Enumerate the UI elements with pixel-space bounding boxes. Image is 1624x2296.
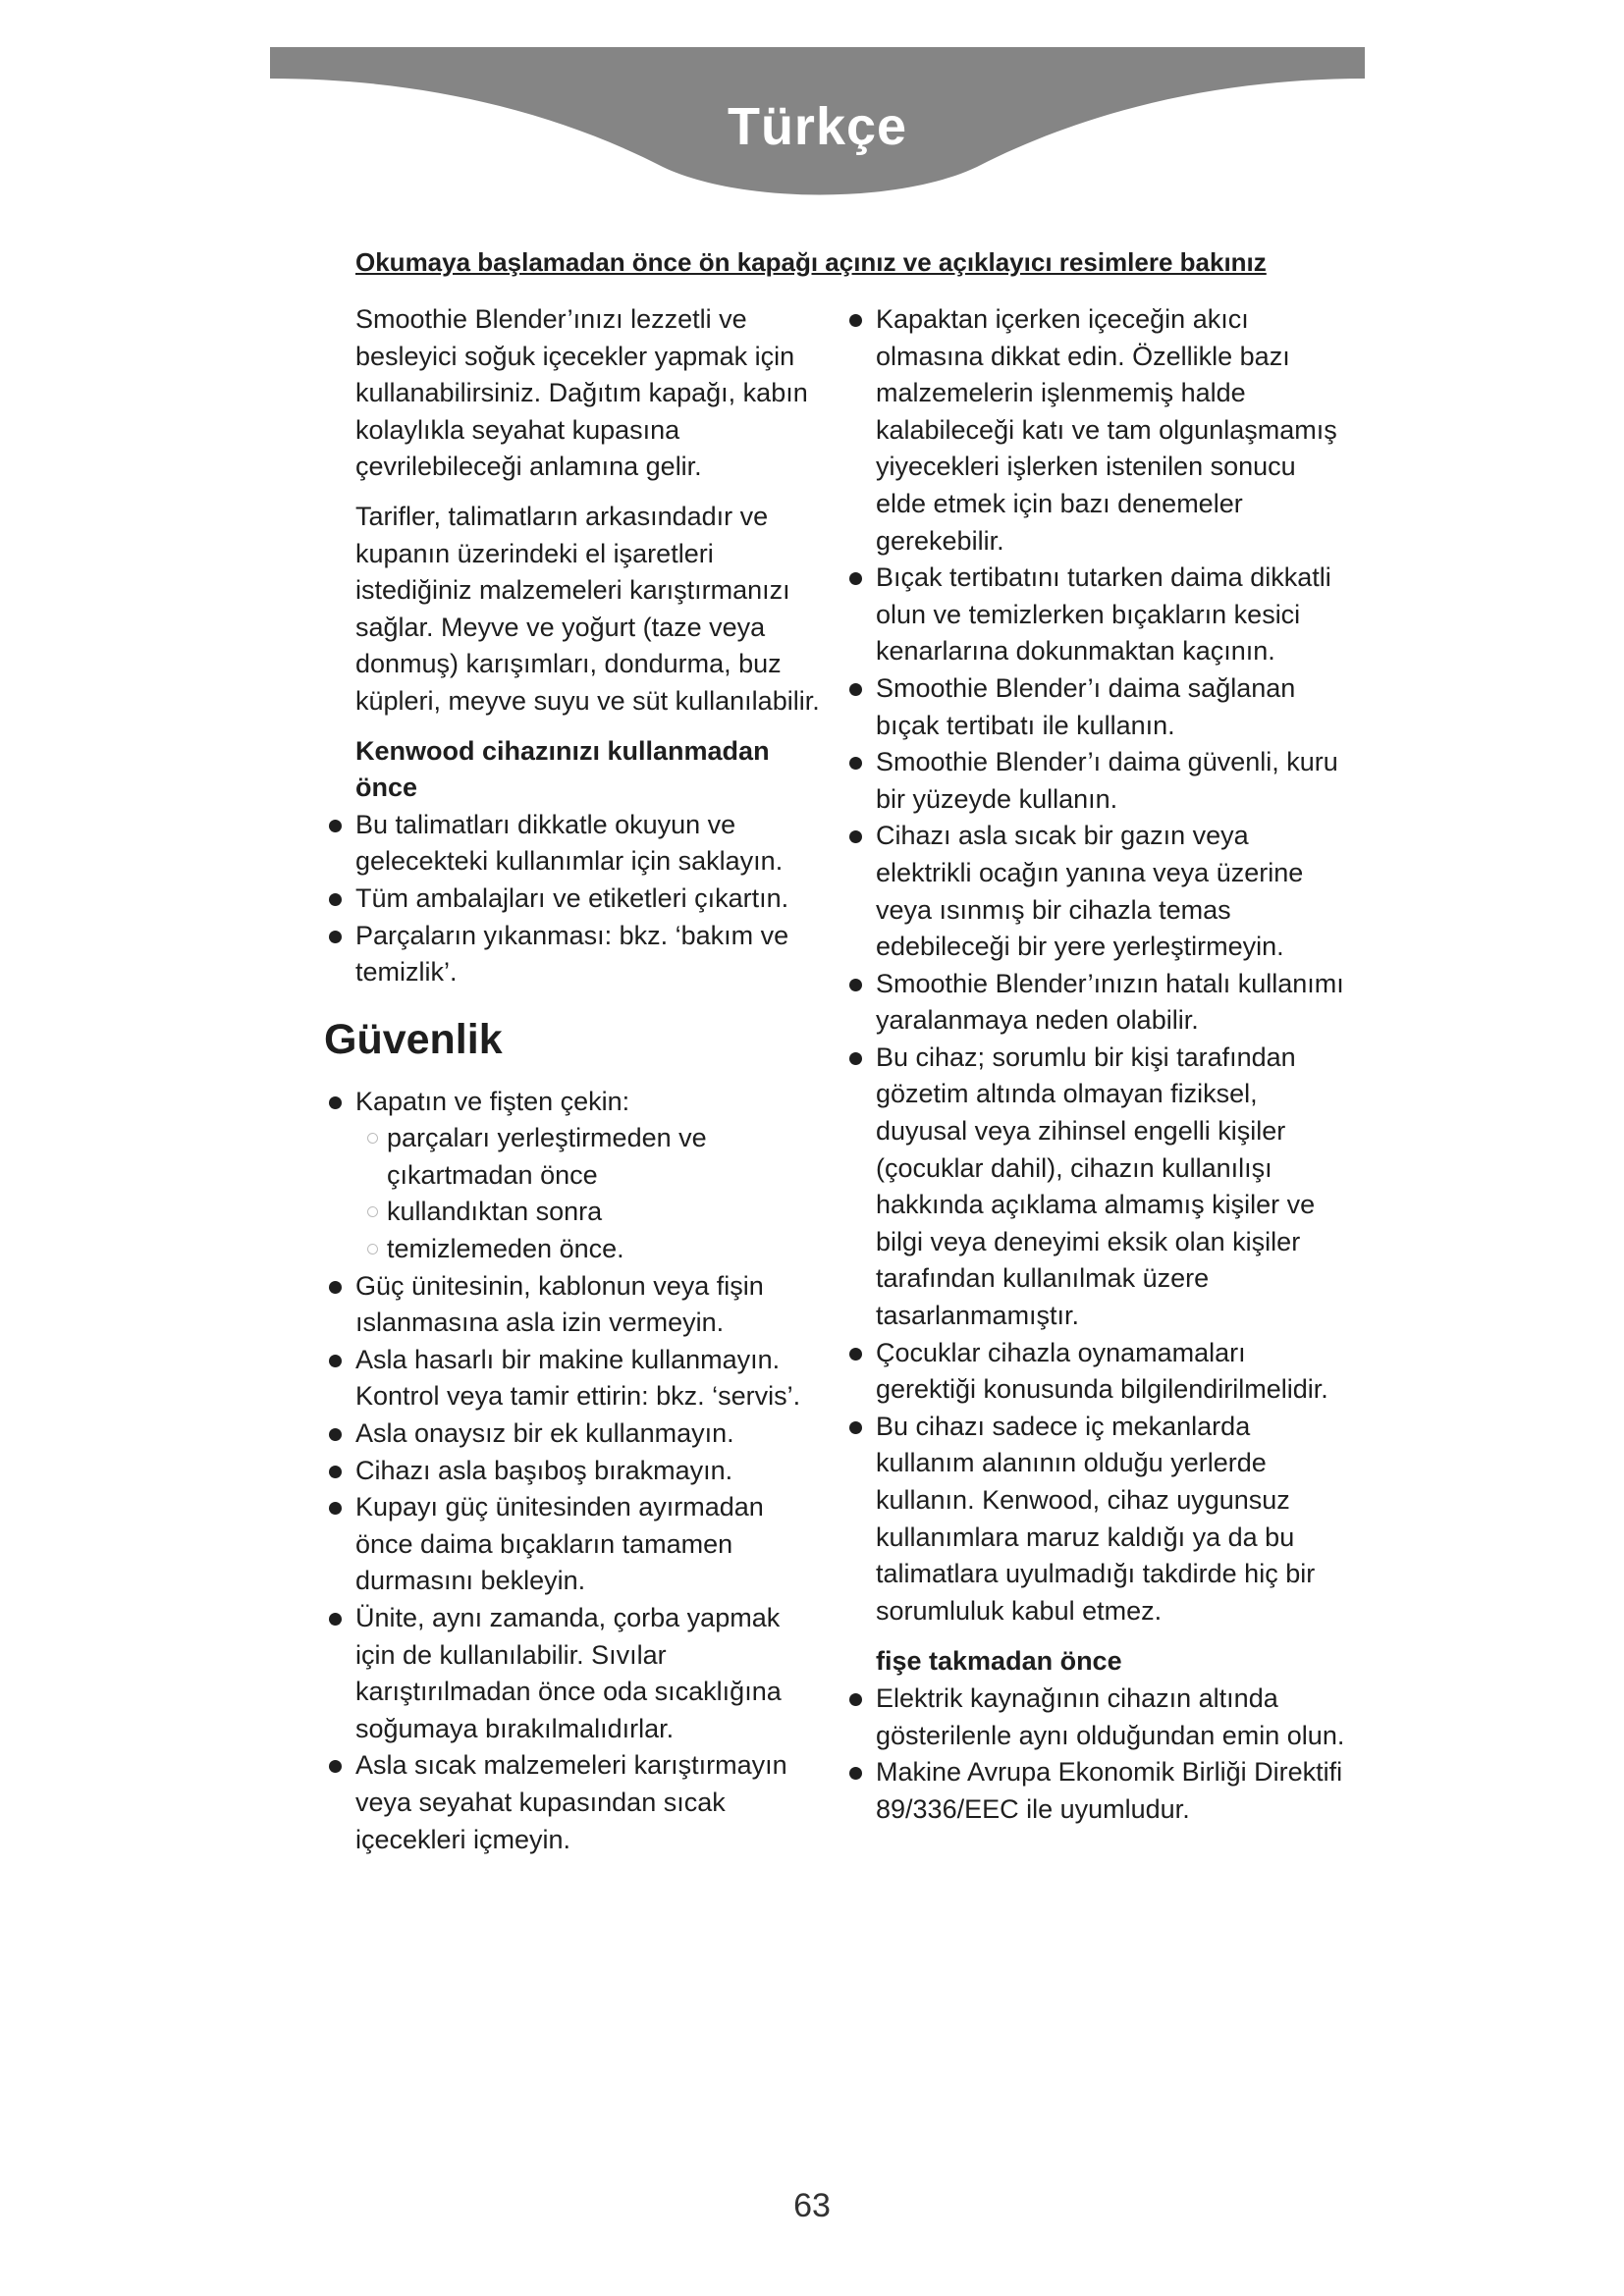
plug-heading: fişe takmadan önce [876, 1646, 1122, 1677]
list-item: Ünite, aynı zamanda, çorba yapmak için de kullanılabilir. Sıvılar karıştırılmadan önce oda sıcaklığına soğumaya bırakılmalıdırlar. [355, 1600, 827, 1747]
list-item: Parçaların yıkanması: bkz. ‘bakım ve temizlik’. [355, 918, 827, 991]
list-item-text: Kapatın ve fişten çekin: [355, 1086, 630, 1116]
list-item: Kupayı güç ünitesinden ayırmadan önce daima bıçakların tamamen durmasını bekleyin. [355, 1489, 827, 1600]
list-item: Bıçak tertibatını tutarken daima dikkatli olun ve temizlerken bıçakların kesici kenarlarına dokunmaktan kaçının. [876, 560, 1347, 670]
list-item: Asla sıcak malzemeleri karıştırmayın veya seyahat kupasından sıcak içecekleri içmeyin. [355, 1747, 827, 1858]
list-item: Bu cihaz; sorumlu bir kişi tarafından gözetim altında olmayan fiziksel, duyusal veya zihinsel engelli kişiler (çocuklar dahil), cihazın kullanılışı hakkında açıklama almamış kişiler ve bilgi veya deneyimi eksik olan kişiler tarafından kullanılmak üzere tasarlanmamıştır. [876, 1040, 1347, 1335]
list-item: Asla onaysız bir ek kullanmayın. [355, 1415, 827, 1453]
intro-paragraph-2: Tarifler, talimatların arkasındadır ve kupanın üzerindeki el işaretleri istediğiniz malzemeleri karıştırmanızı sağlar. Meyve ve yoğurt (taze veya donmuş) karışımları, dondurma, buz küpleri, meyve suyu ve süt kullanılabilir. [355, 501, 820, 716]
sub-list-item: kullandıktan sonra [387, 1194, 827, 1231]
safety-heading: Güvenlik [324, 1015, 503, 1063]
list-item: Tüm ambalajları ve etiketleri çıkartın. [355, 881, 827, 918]
list-item: Cihazı asla başıboş bırakmayın. [355, 1453, 827, 1490]
list-item: Bu talimatları dikkatle okuyun ve gelecekteki kullanımlar için saklayın. [355, 807, 827, 881]
before-use-heading: Kenwood cihazınızı kullanmadan önce [355, 735, 770, 803]
left-column [324, 301, 827, 1858]
right-column [876, 301, 1347, 1828]
list-item: Smoothie Blender’ı daima güvenli, kuru bir yüzeyde kullanın. [876, 744, 1347, 818]
before-use-list [355, 807, 827, 991]
header-banner [270, 47, 1365, 226]
list-item: Makine Avrupa Ekonomik Birliği Direktifi 89/336/EEC ile uyumludur. [876, 1754, 1347, 1828]
list-item: Asla hasarlı bir makine kullanmayın. Kontrol veya tamir ettirin: bkz. ‘servis’. [355, 1342, 827, 1415]
list-item: Elektrik kaynağının cihazın altında gösterilenle aynı olduğundan emin olun. [876, 1681, 1347, 1754]
list-item: Kapaktan içerken içeceğin akıcı olmasına dikkat edin. Özellikle bazı malzemelerin işlenmemiş halde kalabileceği katı ve tam olgunlaşmamış yiyecekleri işlerken istenilen sonucu elde etmek için bazı denemeler gerekebilir. [876, 301, 1347, 560]
language-title: Türkçe [727, 97, 908, 156]
list-item: Smoothie Blender’ı daima sağlanan bıçak tertibatı ile kullanın. [876, 670, 1347, 744]
sub-list-item: temizlemeden önce. [387, 1231, 827, 1268]
intro-paragraph-1: Smoothie Blender’ınızı lezzetli ve besleyici soğuk içecekler yapmak için kullanabilirsiniz. Dağıtım kapağı, kabın kolaylıkla seyahat kupasına çevrilebileceği anlamına gelir. [355, 304, 808, 482]
list-item: Güç ünitesinin, kablonun veya fişin ıslanmasına asla izin vermeyin. [355, 1268, 827, 1342]
plug-list [876, 1681, 1347, 1828]
list-item: Cihazı asla sıcak bir gazın veya elektrikli ocağın yanına veya üzerine veya ısınmış bir cihazla temas edebileceği bir yere yerleştirmeyin. [876, 818, 1347, 965]
safety-list-continued [876, 301, 1347, 1629]
list-item: Smoothie Blender’ınızın hatalı kullanımı yaralanmaya neden olabilir. [876, 966, 1347, 1040]
list-item [355, 1084, 827, 1268]
list-item: Çocuklar cihazla oynamamaları gerektiği konusunda bilgilendirilmelidir. [876, 1335, 1347, 1409]
intro-instruction: Okumaya başlamadan önce ön kapağı açınız ve açıklayıcı resimlere bakınız [355, 247, 1267, 277]
safety-list [355, 1084, 827, 1858]
page-number: 63 [793, 2187, 831, 2224]
list-item: Bu cihazı sadece iç mekanlarda kullanım alanının olduğu yerlerde kullanın. Kenwood, cihaz uygunsuz kullanımlara maruz kaldığı ya da bu talimatlara uyulmadığı takdirde hiç bir sorumluluk kabul etmez. [876, 1409, 1347, 1630]
sub-list-item: parçaları yerleştirmeden ve çıkartmadan önce [387, 1120, 827, 1194]
sub-list [355, 1120, 827, 1267]
